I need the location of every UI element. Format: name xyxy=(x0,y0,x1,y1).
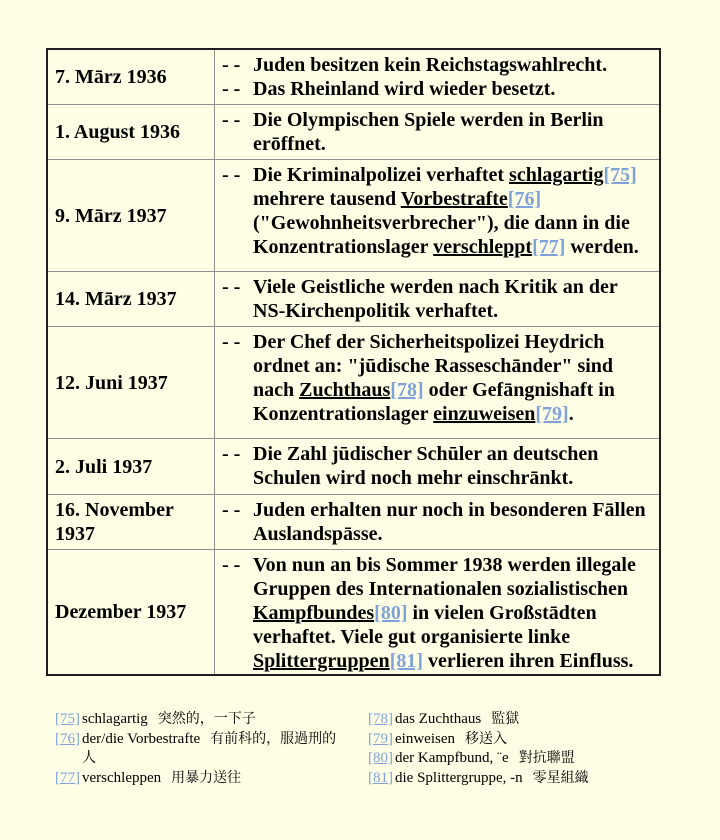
event-item xyxy=(222,163,659,259)
event-item xyxy=(222,53,659,77)
event-text: NS-Kirchenpolitik verhaftet. xyxy=(253,300,499,322)
bullet-dash: - - xyxy=(222,54,241,76)
event-date: 1. August 1936 xyxy=(55,121,181,143)
event-cell xyxy=(215,550,659,674)
date-cell xyxy=(48,439,215,494)
glossary-meaning: 監獄 xyxy=(491,712,520,727)
event-line xyxy=(253,466,659,490)
event-line xyxy=(253,498,659,522)
glossary-entry xyxy=(368,769,589,789)
glossary-term: Vorbestrafte xyxy=(400,188,508,210)
event-line xyxy=(253,442,659,466)
glossary-term: Kampfbundes xyxy=(253,602,375,624)
event-line xyxy=(253,187,659,211)
table-row xyxy=(48,104,659,159)
glossary-entry xyxy=(55,710,336,730)
event-item xyxy=(222,553,659,673)
glossary-term: Zuchthaus xyxy=(299,379,391,401)
event-line xyxy=(253,108,659,132)
event-line xyxy=(253,132,659,156)
event-line xyxy=(253,522,659,546)
footnote-ref-link[interactable]: [80] xyxy=(374,602,408,624)
event-cell xyxy=(215,439,659,494)
event-text: ordnet an: "jūdische Rasseschānder" sind xyxy=(253,355,614,377)
event-text: Die Zahl jūdischer Schūler an deutschen xyxy=(253,443,599,465)
event-text: verhaftet. Viele gut organisierte linke xyxy=(253,626,571,648)
event-text: Der Chef der Sicherheitspolizei Heydrich xyxy=(253,331,605,353)
glossary-ref-link[interactable]: [80] xyxy=(368,750,393,766)
glossary-meaning: 用暴力送往 xyxy=(171,770,242,786)
event-item xyxy=(222,77,659,101)
date-cell xyxy=(48,105,215,159)
footnote-ref-link[interactable]: [77] xyxy=(532,236,566,258)
event-text: nach xyxy=(253,379,300,401)
glossary-entry xyxy=(368,730,589,750)
bullet-dash: - - xyxy=(222,554,241,576)
event-line xyxy=(253,378,659,402)
table-row xyxy=(48,271,659,326)
table-row xyxy=(48,159,659,271)
table-row xyxy=(48,438,659,494)
glossary-meaning: 突然的，一下子 xyxy=(157,712,256,727)
event-line xyxy=(253,211,659,235)
event-date: 9. Mārz 1937 xyxy=(55,204,167,227)
event-date: 2. Juli 1937 xyxy=(55,455,153,478)
event-text: Das Rheinland wird wieder besetzt. xyxy=(253,78,556,100)
glossary-ref-link[interactable]: [75] xyxy=(55,711,80,727)
event-item xyxy=(222,442,659,490)
glossary-ref-link[interactable]: [77] xyxy=(55,769,80,786)
event-line xyxy=(253,625,659,649)
footnote-ref-link[interactable]: [81] xyxy=(389,650,424,672)
event-item xyxy=(222,330,659,426)
event-text: Die Kriminalpolizei verhaftet xyxy=(253,164,510,186)
glossary-entry xyxy=(55,730,336,769)
event-text: Viele Geistliche werden nach Kritik an der xyxy=(253,276,618,298)
glossary-entry xyxy=(368,749,589,769)
glossary-term-text: verschleppen xyxy=(82,769,162,786)
footnote-ref-link[interactable]: [79] xyxy=(535,403,569,425)
glossary-footnotes-left xyxy=(55,710,336,788)
event-line xyxy=(253,235,659,259)
date-cell xyxy=(48,50,215,104)
glossary-meaning: 零星組織 xyxy=(532,770,589,786)
glossary-term: Splittergruppen xyxy=(253,650,390,672)
table-row xyxy=(48,50,659,104)
event-date: 12. Juni 1937 xyxy=(55,371,168,394)
bullet-dash: - - xyxy=(222,331,241,353)
event-text: Auslandspāsse. xyxy=(253,523,383,545)
glossary-term: schlagartig xyxy=(509,164,604,186)
glossary-meaning: 有前科的，服過刑的 人 xyxy=(82,731,337,766)
event-text: Schulen wird noch mehr einschrānkt. xyxy=(253,467,574,489)
glossary-term-text: die Splittergruppe, -n xyxy=(395,769,523,786)
glossary-term-text: der/die Vorbestrafte xyxy=(82,730,201,747)
event-line xyxy=(253,553,659,577)
event-line xyxy=(253,330,659,354)
chronology-table xyxy=(46,48,661,676)
event-item xyxy=(222,275,659,323)
glossary-ref-link[interactable]: [76] xyxy=(55,730,80,747)
event-date: 7. Mārz 1936 xyxy=(55,66,167,88)
bullet-dash: - - xyxy=(222,78,241,100)
event-cell xyxy=(215,327,659,438)
event-line xyxy=(253,601,659,625)
event-text: oder Gefāngnishaft in xyxy=(423,379,615,401)
glossary-term: verschleppt xyxy=(433,236,533,258)
event-cell xyxy=(215,160,659,271)
bullet-dash: - - xyxy=(222,443,241,465)
footnote-ref-link[interactable]: [75] xyxy=(603,164,637,186)
glossary-ref-link[interactable]: [78] xyxy=(368,711,393,727)
event-text: in vielen Großstādten xyxy=(407,602,597,624)
date-cell xyxy=(48,160,215,271)
event-date: 14. Mārz 1937 xyxy=(55,288,177,310)
event-line xyxy=(253,649,659,673)
event-cell xyxy=(215,105,659,159)
table-row xyxy=(48,549,659,674)
event-line xyxy=(253,402,659,426)
event-text: Konzentrationslager xyxy=(253,403,434,425)
event-cell xyxy=(215,50,659,104)
event-cell xyxy=(215,495,659,549)
event-item xyxy=(222,498,659,546)
event-text: ("Gewohnheitsverbrecher"), die dann in die xyxy=(253,212,630,234)
event-text: erōffnet. xyxy=(253,133,326,155)
footnote-ref-link[interactable]: [78] xyxy=(390,379,424,401)
event-line xyxy=(253,77,659,101)
event-text: Juden besitzen kein Reichstagswahlrecht. xyxy=(253,54,608,76)
event-text: . xyxy=(568,403,574,425)
bullet-dash: - - xyxy=(222,276,241,298)
glossary-meaning: 移送入 xyxy=(464,731,507,747)
event-line xyxy=(253,53,659,77)
event-cell xyxy=(215,272,659,326)
event-text: verlieren ihren Einfluss. xyxy=(423,650,634,672)
date-cell xyxy=(48,272,215,326)
event-text: Konzentrationslager xyxy=(253,236,434,258)
glossary-entry xyxy=(368,710,589,730)
table-row xyxy=(48,494,659,549)
event-text: Gruppen des Internationalen sozialistischen xyxy=(253,578,629,600)
glossary-term-text: der Kampfbund, ¨e xyxy=(395,750,509,766)
event-date: 16. November 1937 xyxy=(55,499,174,545)
footnote-ref-link[interactable]: [76] xyxy=(507,188,542,210)
glossary-term-text: das Zuchthaus xyxy=(395,711,482,727)
event-line xyxy=(253,354,659,378)
table-row xyxy=(48,326,659,438)
glossary-term: einzuweisen xyxy=(433,403,536,425)
event-line xyxy=(253,163,659,187)
event-text: Juden erhalten nur noch in besonderen Fāllen xyxy=(253,499,646,521)
event-text: Von nun an bis Sommer 1938 werden illegale xyxy=(253,554,636,576)
date-cell xyxy=(48,495,215,549)
date-cell xyxy=(48,550,215,674)
glossary-meaning: 對抗聯盟 xyxy=(518,751,575,766)
event-line xyxy=(253,577,659,601)
event-line xyxy=(253,275,659,299)
glossary-entry xyxy=(55,769,336,789)
event-line xyxy=(253,299,659,323)
event-text: Die Olympischen Spiele werden in Berlin xyxy=(253,109,604,131)
event-text: mehrere tausend xyxy=(253,188,401,210)
glossary-ref-link[interactable]: [81] xyxy=(368,769,393,786)
date-cell xyxy=(48,327,215,438)
bullet-dash: - - xyxy=(222,164,241,186)
event-text: werden. xyxy=(565,236,639,258)
glossary-term-text: einweisen xyxy=(395,730,455,747)
glossary-footnotes-right xyxy=(368,710,589,788)
glossary-term-text: schlagartig xyxy=(82,711,148,727)
glossary-ref-link[interactable]: [79] xyxy=(368,730,393,747)
bullet-dash: - - xyxy=(222,109,241,131)
event-item xyxy=(222,108,659,156)
event-date: Dezember 1937 xyxy=(55,601,187,623)
bullet-dash: - - xyxy=(222,499,241,521)
